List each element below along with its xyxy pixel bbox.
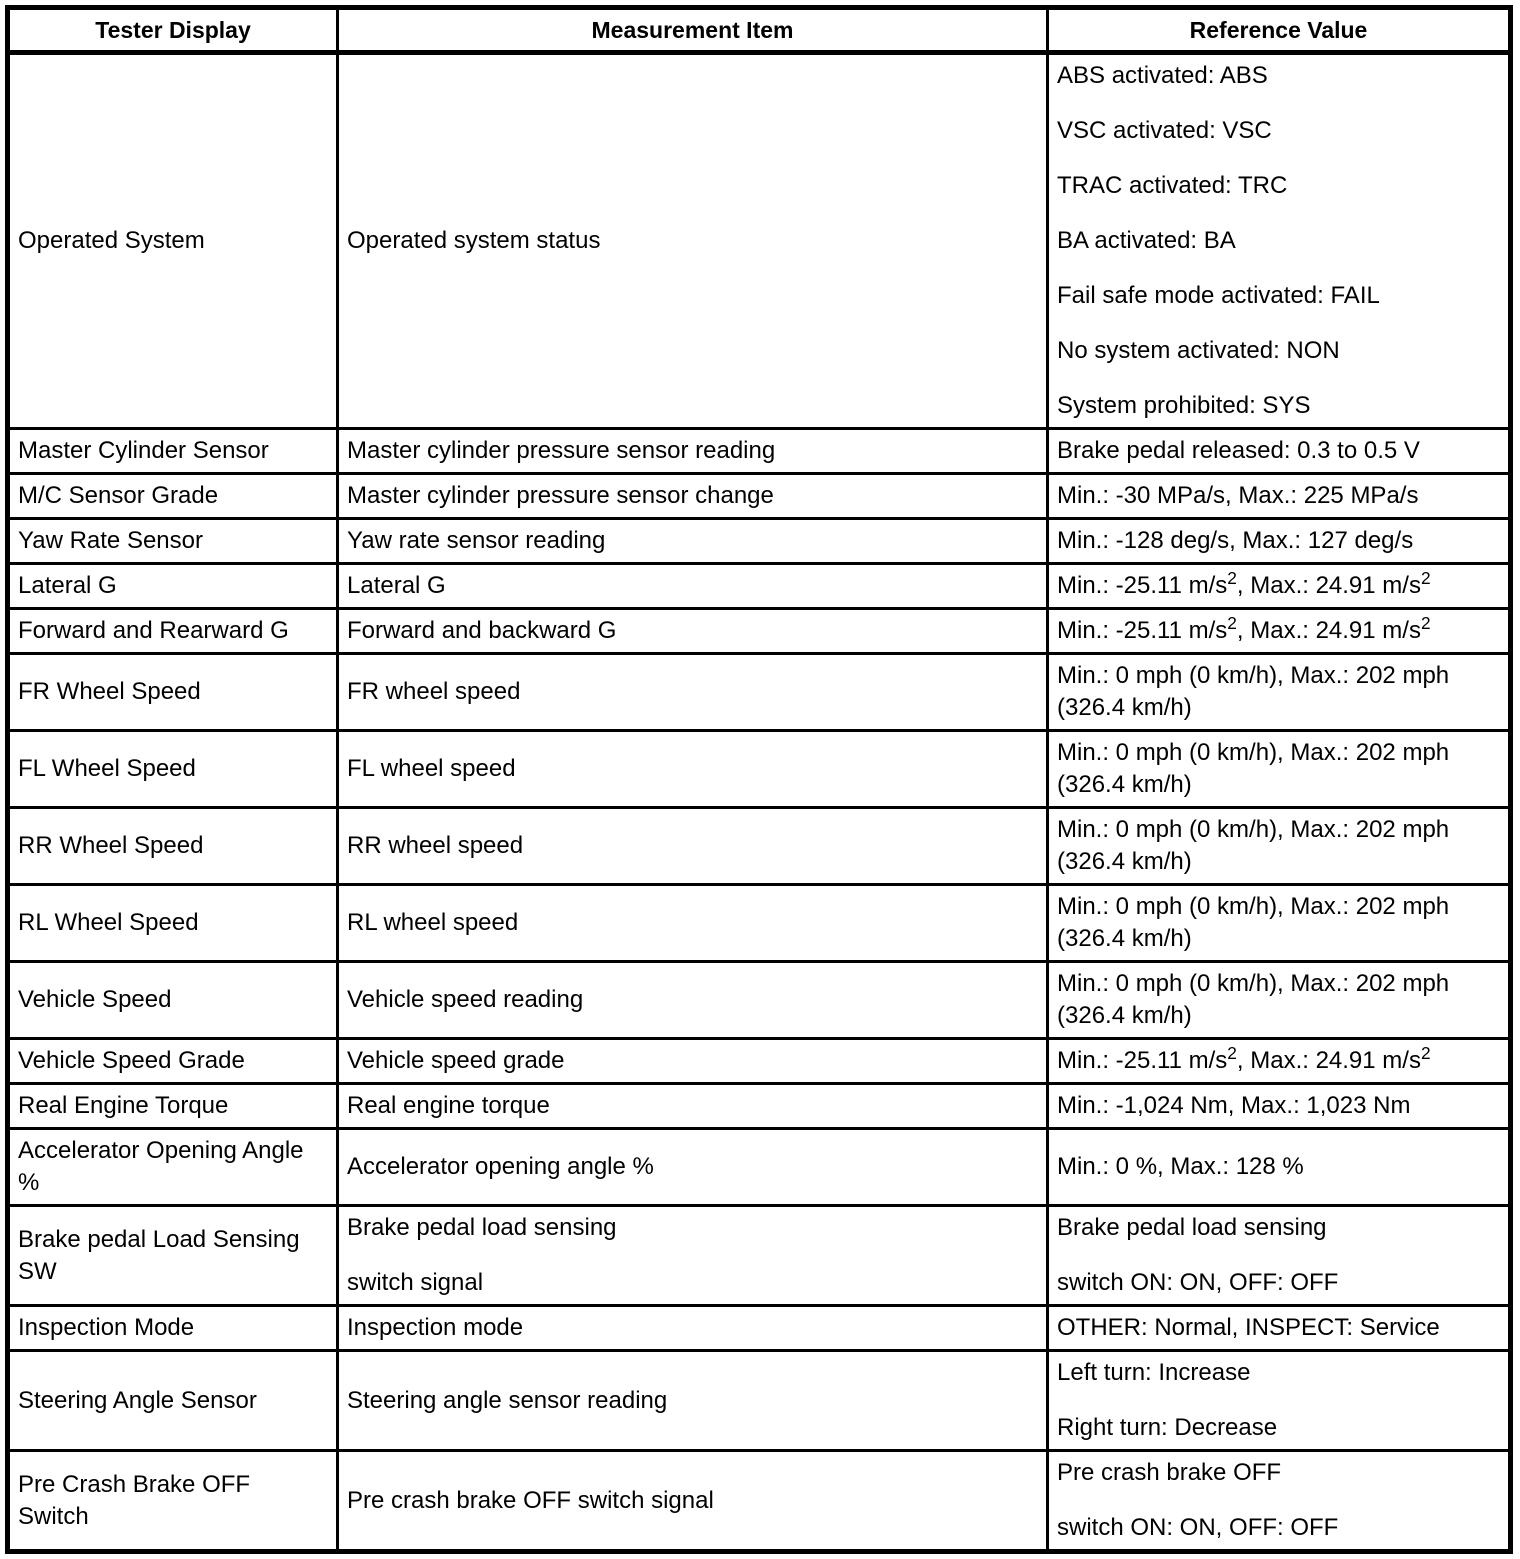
table-row	[8, 1129, 1511, 1206]
table-body	[8, 53, 1511, 1552]
cell-paragraph: BA activated: BA	[1057, 227, 1236, 254]
reference-value-cell	[1048, 53, 1511, 429]
measurement-item-cell	[338, 429, 1048, 474]
tester-display-cell	[8, 962, 338, 1039]
cell-paragraph: Real Engine Torque	[18, 1092, 229, 1119]
tester-display-cell	[8, 885, 338, 962]
cell-paragraph: Min.: 0 mph (0 km/h), Max.: 202 mph (326.4 km/h)	[1057, 893, 1450, 952]
cell-paragraph: FL Wheel Speed	[18, 755, 196, 782]
reference-value-cell	[1048, 962, 1511, 1039]
cell-paragraph: Min.: -25.11 $m/s^2$, Max.: 24.91 $m/s^2$	[1057, 613, 1431, 644]
table-row	[8, 962, 1511, 1039]
cell-paragraph: Brake pedal load sensing	[1057, 1214, 1327, 1241]
table-row	[8, 885, 1511, 962]
tester-display-cell	[8, 429, 338, 474]
reference-value-cell	[1048, 654, 1511, 731]
cell-paragraph: Inspection Mode	[18, 1314, 195, 1341]
cell-paragraph: Inspection mode	[347, 1314, 524, 1341]
tester-display-cell	[8, 474, 338, 519]
table-row	[8, 474, 1511, 519]
reference-value-cell	[1048, 1039, 1511, 1084]
table-row	[8, 808, 1511, 885]
measurement-item-cell	[338, 1084, 1048, 1129]
cell-paragraph: Master cylinder pressure sensor reading	[347, 437, 776, 464]
cell-paragraph: Min.: -128 deg/s, Max.: 127 deg/s	[1057, 527, 1414, 554]
measurement-item-cell	[338, 1039, 1048, 1084]
measurement-item-cell	[338, 1129, 1048, 1206]
reference-value-cell	[1048, 519, 1511, 564]
measurement-item-cell	[338, 474, 1048, 519]
superscript: 2	[1420, 568, 1431, 588]
cell-paragraph: Min.: -1,024 Nm, Max.: 1,023 Nm	[1057, 1092, 1411, 1119]
table-header-row	[8, 8, 1511, 53]
cell-paragraph: switch ON: ON, OFF: OFF	[1057, 1269, 1339, 1296]
cell-paragraph: Brake pedal Load Sensing SW	[18, 1225, 300, 1285]
tester-display-cell	[8, 654, 338, 731]
tester-display-cell	[8, 609, 338, 654]
reference-value-cell	[1048, 1306, 1511, 1351]
tester-display-cell	[8, 53, 338, 429]
reference-value-cell	[1048, 609, 1511, 654]
superscript: 2	[1420, 613, 1431, 633]
cell-paragraph: RL Wheel Speed	[18, 909, 199, 936]
tester-display-cell	[8, 1129, 338, 1206]
cell-paragraph: Min.: -30 MPa/s, Max.: 225 MPa/s	[1057, 482, 1419, 509]
cell-paragraph: Accelerator opening angle %	[347, 1153, 654, 1180]
reference-value-cell	[1048, 1129, 1511, 1206]
table-row	[8, 731, 1511, 808]
cell-paragraph: ABS activated: ABS	[1057, 62, 1268, 89]
cell-paragraph: Steering Angle Sensor	[18, 1386, 257, 1414]
column-header-measurement-item: Measurement Item	[338, 8, 1048, 53]
cell-paragraph: Yaw Rate Sensor	[18, 527, 203, 554]
tester-display-cell	[8, 1451, 338, 1552]
cell-paragraph: Pre crash brake OFF switch signal	[347, 1486, 714, 1514]
tester-display-cell	[8, 1306, 338, 1351]
reference-value-cell	[1048, 808, 1511, 885]
tester-display-cell	[8, 1039, 338, 1084]
measurement-item-cell	[338, 1206, 1048, 1306]
cell-paragraph: FL wheel speed	[347, 755, 516, 782]
cell-paragraph: Lateral G	[347, 572, 446, 599]
reference-value-cell	[1048, 731, 1511, 808]
cell-paragraph: RR wheel speed	[347, 832, 524, 859]
tester-display-cell	[8, 519, 338, 564]
measurement-item-cell	[338, 731, 1048, 808]
table-row	[8, 53, 1511, 429]
table-row	[8, 1351, 1511, 1451]
reference-value-cell	[1048, 1206, 1511, 1306]
cell-paragraph: Real engine torque	[347, 1092, 550, 1119]
cell-paragraph: Forward and Rearward G	[18, 617, 289, 644]
cell-paragraph: FR wheel speed	[347, 678, 521, 705]
cell-paragraph: Min.: -25.11 $m/s^2$, Max.: 24.91 $m/s^2$	[1057, 1043, 1431, 1074]
measurement-item-cell	[338, 564, 1048, 609]
cell-paragraph: Min.: 0 mph (0 km/h), Max.: 202 mph (326.4 km/h)	[1057, 816, 1450, 875]
tester-display-cell	[8, 808, 338, 885]
cell-paragraph: FR Wheel Speed	[18, 678, 201, 705]
cell-paragraph: Master Cylinder Sensor	[18, 437, 269, 464]
reference-value-cell	[1048, 885, 1511, 962]
reference-value-cell	[1048, 564, 1511, 609]
cell-paragraph: Left turn: Increase	[1057, 1359, 1251, 1386]
cell-paragraph: M/C Sensor Grade	[18, 482, 219, 509]
cell-paragraph: Min.: 0 mph (0 km/h), Max.: 202 mph (326.4 km/h)	[1057, 662, 1450, 721]
cell-paragraph: Steering angle sensor reading	[347, 1386, 668, 1414]
cell-paragraph: Vehicle speed reading	[347, 986, 584, 1013]
cell-paragraph: switch ON: ON, OFF: OFF	[1057, 1514, 1339, 1541]
cell-paragraph: TRAC activated: TRC	[1057, 172, 1288, 199]
measurement-item-cell	[338, 1451, 1048, 1552]
measurement-item-cell	[338, 519, 1048, 564]
measurement-item-cell	[338, 885, 1048, 962]
cell-paragraph: Min.: 0 mph (0 km/h), Max.: 202 mph (326.4 km/h)	[1057, 739, 1450, 798]
cell-paragraph: Lateral G	[18, 572, 117, 599]
cell-paragraph: VSC activated: VSC	[1057, 117, 1272, 144]
measurement-reference-table	[5, 5, 1513, 1554]
table-row	[8, 654, 1511, 731]
cell-paragraph: Yaw rate sensor reading	[347, 527, 606, 554]
table-row	[8, 1306, 1511, 1351]
superscript: 2	[1227, 568, 1237, 588]
measurement-item-cell	[338, 1351, 1048, 1451]
reference-value-cell	[1048, 474, 1511, 519]
cell-paragraph: Pre Crash Brake OFF Switch	[18, 1470, 251, 1530]
reference-value-cell	[1048, 429, 1511, 474]
cell-paragraph: System prohibited: SYS	[1057, 392, 1311, 419]
cell-paragraph: RR Wheel Speed	[18, 832, 204, 859]
cell-paragraph: RL wheel speed	[347, 909, 519, 936]
cell-paragraph: Accelerator Opening Angle %	[18, 1137, 304, 1196]
tester-display-cell	[8, 564, 338, 609]
tester-display-cell	[8, 1351, 338, 1451]
table-row	[8, 1451, 1511, 1552]
cell-paragraph: OTHER: Normal, INSPECT: Service	[1057, 1314, 1440, 1341]
superscript: 2	[1420, 1043, 1431, 1063]
superscript: 2	[1227, 1043, 1237, 1063]
measurement-item-cell	[338, 53, 1048, 429]
cell-paragraph: Right turn: Decrease	[1057, 1414, 1278, 1441]
cell-paragraph: Master cylinder pressure sensor change	[347, 482, 774, 509]
cell-paragraph: Brake pedal released: 0.3 to 0.5 V	[1057, 437, 1420, 464]
table-row	[8, 429, 1511, 474]
measurement-item-cell	[338, 609, 1048, 654]
cell-paragraph: Brake pedal load sensing	[347, 1214, 617, 1241]
reference-value-cell	[1048, 1084, 1511, 1129]
cell-paragraph: Min.: -25.11 $m/s^2$, Max.: 24.91 $m/s^2$	[1057, 568, 1431, 599]
cell-paragraph: Pre crash brake OFF	[1057, 1459, 1282, 1486]
table-row	[8, 1206, 1511, 1306]
cell-paragraph: Vehicle speed grade	[347, 1047, 565, 1074]
table-row	[8, 1039, 1511, 1084]
table-row	[8, 564, 1511, 609]
measurement-item-cell	[338, 808, 1048, 885]
cell-paragraph: Fail safe mode activated: FAIL	[1057, 282, 1380, 309]
tester-display-cell	[8, 1084, 338, 1129]
tester-display-cell	[8, 1206, 338, 1306]
reference-value-cell	[1048, 1351, 1511, 1451]
table-row	[8, 1084, 1511, 1129]
column-header-reference-value: Reference Value	[1048, 8, 1511, 53]
cell-paragraph: Forward and backward G	[347, 617, 617, 644]
tester-display-cell	[8, 731, 338, 808]
cell-paragraph: Operated system status	[347, 227, 601, 254]
cell-paragraph: Min.: 0 %, Max.: 128 %	[1057, 1153, 1304, 1180]
cell-paragraph: Vehicle Speed	[18, 986, 172, 1013]
table-row	[8, 519, 1511, 564]
column-header-tester-display: Tester Display	[8, 8, 338, 53]
table-row	[8, 609, 1511, 654]
superscript: 2	[1227, 613, 1237, 633]
measurement-item-cell	[338, 1306, 1048, 1351]
cell-paragraph: Operated System	[18, 227, 205, 254]
measurement-item-cell	[338, 654, 1048, 731]
reference-value-cell	[1048, 1451, 1511, 1552]
cell-paragraph: Vehicle Speed Grade	[18, 1047, 245, 1074]
cell-paragraph: switch signal	[347, 1269, 484, 1296]
cell-paragraph: Min.: 0 mph (0 km/h), Max.: 202 mph (326.4 km/h)	[1057, 970, 1450, 1029]
cell-paragraph: No system activated: NON	[1057, 337, 1340, 364]
measurement-item-cell	[338, 962, 1048, 1039]
